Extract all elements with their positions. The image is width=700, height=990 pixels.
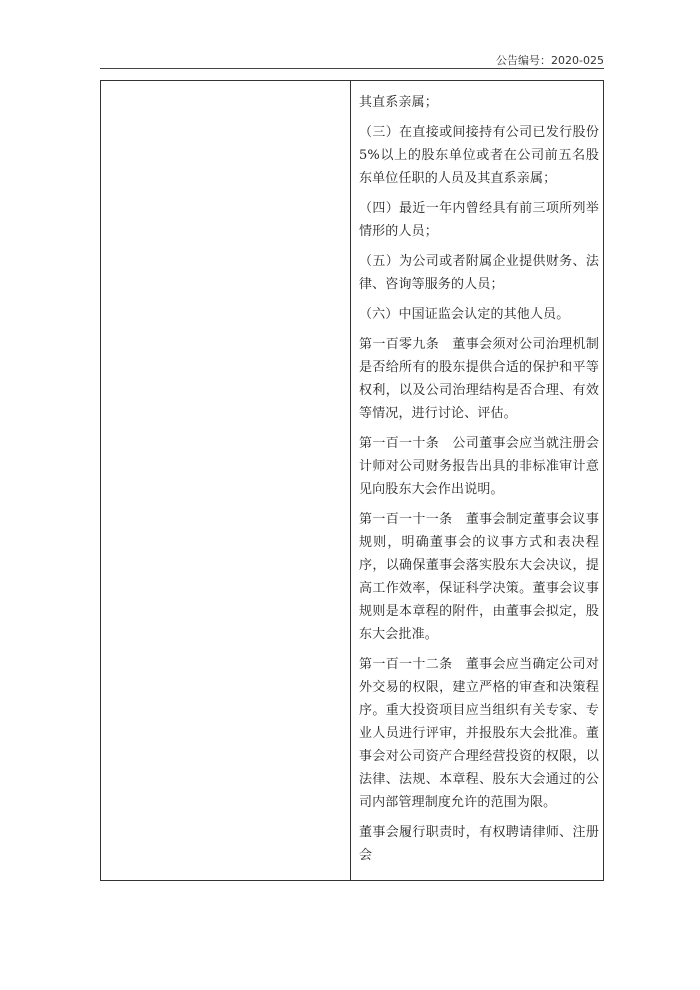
clause-paragraph: （五）为公司或者附属企业提供财务、法律、咨询等服务的人员； [359, 254, 599, 292]
content-table [100, 80, 604, 881]
clause-paragraph: 其直系亲属； [359, 95, 438, 110]
clause-paragraph: （四）最近一年内曾经具有前三项所列举情形的人员； [359, 201, 599, 239]
clause-paragraph: 第一百一十条 公司董事会应当就注册会计师对公司财务报告出具的非标准审计意见向股东大会作出说明。 [359, 436, 599, 497]
clause-paragraph: 第一百零九条 董事会须对公司治理机制是否给所有的股东提供合适的保护和平等权利，以及公司治理结构是否合理、有效等情况，进行讨论、评估。 [359, 337, 599, 421]
table-left-column [101, 81, 351, 880]
clause-paragraph: 第一百一十二条 董事会应当确定公司对外交易的权限，建立严格的审查和决策程序。重大投资项目应当组织有关专家、专业人员进行评审，并报股东大会批准。董事会对公司资产合理经营投资的权限，以法律、法规、本章程、股东大会通过的公司内部管理制度允许的范围为限。 [359, 657, 599, 810]
clause-paragraph: （三）在直接或间接持有公司已发行股份5%以上的股东单位或者在公司前五名股东单位任职的人员及其直系亲属； [359, 125, 599, 186]
clause-paragraph: 董事会履行职责时，有权聘请律师、注册会 [359, 825, 599, 863]
announcement-code: 公告编号：2020-025 [496, 54, 604, 67]
clause-paragraph: 第一百一十一条 董事会制定董事会议事规则，明确董事会的议事方式和表决程序，以确保董事会落实股东大会决议，提高工作效率，保证科学决策。董事会议事规则是本章程的附件，由董事会拟定，股东大会批准。 [359, 512, 599, 642]
table-right-column [351, 81, 603, 880]
header-rule [100, 68, 604, 69]
clause-paragraph: （六）中国证监会认定的其他人员。 [359, 307, 570, 322]
